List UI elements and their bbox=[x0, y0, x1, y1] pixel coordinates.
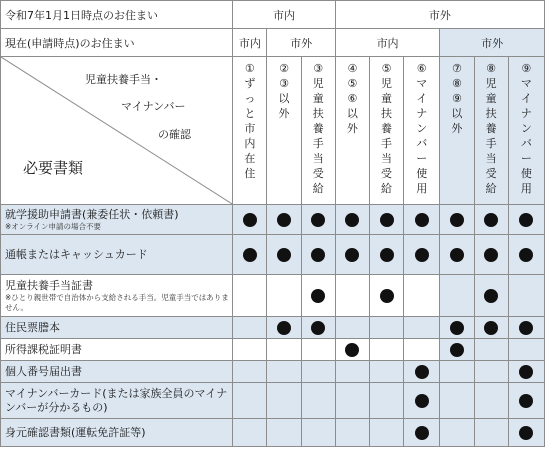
required-mark-icon bbox=[345, 248, 359, 262]
column-header-9: ⑨マイナンバー使用 bbox=[508, 57, 544, 205]
diagonal-text-1: 児童扶養手当・ bbox=[85, 73, 162, 86]
header-row-columns bbox=[1, 57, 545, 205]
required-mark-icon bbox=[380, 289, 394, 303]
jan1-residence-label: 令和7年1月1日時点のお住まい bbox=[1, 1, 233, 29]
requirement-cell bbox=[440, 205, 474, 235]
requirement-cell bbox=[508, 275, 544, 317]
requirement-cell bbox=[267, 275, 301, 317]
requirement-cell bbox=[301, 383, 335, 419]
document-label bbox=[1, 317, 233, 339]
required-mark-icon bbox=[519, 426, 533, 440]
requirement-cell bbox=[474, 317, 508, 339]
requirement-cell bbox=[267, 205, 301, 235]
requirement-cell bbox=[233, 317, 267, 339]
requirement-cell bbox=[301, 361, 335, 383]
document-rows bbox=[1, 205, 545, 447]
requirement-cell bbox=[404, 383, 440, 419]
requirement-cell bbox=[474, 275, 508, 317]
required-mark-icon bbox=[484, 213, 498, 227]
required-mark-icon bbox=[450, 343, 464, 357]
required-mark-icon bbox=[415, 365, 429, 379]
document-label bbox=[1, 205, 233, 235]
required-mark-icon bbox=[519, 394, 533, 408]
required-mark-icon bbox=[519, 248, 533, 262]
required-mark-icon bbox=[415, 213, 429, 227]
required-mark-icon bbox=[380, 213, 394, 227]
requirement-cell bbox=[440, 275, 474, 317]
required-mark-icon bbox=[415, 394, 429, 408]
requirement-cell bbox=[369, 235, 403, 275]
jan1-group-inside-city: 市内 bbox=[233, 1, 336, 29]
table-row bbox=[1, 339, 545, 361]
requirement-cell bbox=[508, 339, 544, 361]
document-label bbox=[1, 339, 233, 361]
requirement-cell bbox=[233, 339, 267, 361]
requirement-cell bbox=[474, 419, 508, 447]
requirement-cell bbox=[301, 339, 335, 361]
requirement-cell bbox=[369, 419, 403, 447]
requirement-cell bbox=[267, 235, 301, 275]
required-mark-icon bbox=[380, 248, 394, 262]
requirement-cell bbox=[301, 205, 335, 235]
column-header-7: ⑦⑧⑨以外 bbox=[440, 57, 474, 205]
column-header-5: ⑤児童扶養手当受給 bbox=[369, 57, 403, 205]
required-mark-icon bbox=[311, 321, 325, 335]
requirement-cell bbox=[301, 419, 335, 447]
requirement-cell bbox=[474, 205, 508, 235]
required-mark-icon bbox=[415, 426, 429, 440]
current-residence-label: 現在(申請時点)のお住まい bbox=[1, 29, 233, 57]
required-mark-icon bbox=[415, 248, 429, 262]
document-note: ※ひとり親世帯で自治体から支給される手当。児童手当ではありません。 bbox=[5, 292, 229, 312]
document-name: 個人番号届出書 bbox=[5, 364, 82, 378]
required-mark-icon bbox=[311, 289, 325, 303]
requirement-cell bbox=[267, 361, 301, 383]
current-group-inside-city-1: 市内 bbox=[233, 29, 267, 57]
document-name: 身元確認書類(運転免許証等) bbox=[5, 425, 146, 439]
requirement-cell bbox=[267, 419, 301, 447]
requirement-cell bbox=[335, 339, 369, 361]
required-mark-icon bbox=[345, 213, 359, 227]
requirement-cell bbox=[404, 339, 440, 361]
requirement-cell bbox=[267, 317, 301, 339]
requirement-cell bbox=[335, 361, 369, 383]
header-row-jan1-residence bbox=[1, 1, 545, 29]
document-name: 児童扶養手当証書 bbox=[5, 278, 93, 292]
requirement-cell bbox=[474, 383, 508, 419]
diagonal-text-3: の確認 bbox=[158, 128, 191, 141]
required-mark-icon bbox=[277, 321, 291, 335]
requirement-cell bbox=[404, 205, 440, 235]
requirement-cell bbox=[474, 339, 508, 361]
requirement-cell bbox=[369, 275, 403, 317]
requirement-cell bbox=[440, 361, 474, 383]
required-mark-icon bbox=[484, 321, 498, 335]
table-row bbox=[1, 317, 545, 339]
current-group-inside-city-2: 市内 bbox=[335, 29, 440, 57]
requirement-cell bbox=[404, 275, 440, 317]
required-mark-icon bbox=[243, 248, 257, 262]
table-row bbox=[1, 235, 545, 275]
document-label bbox=[1, 275, 233, 317]
required-mark-icon bbox=[311, 213, 325, 227]
requirement-cell bbox=[369, 383, 403, 419]
table-row bbox=[1, 275, 545, 317]
diagonal-text-2: マイナンバー bbox=[121, 100, 186, 113]
header-row-current-residence bbox=[1, 29, 545, 57]
document-name: 通帳またはキャッシュカード bbox=[5, 247, 148, 261]
requirement-cell bbox=[233, 205, 267, 235]
column-header-4: ④⑤⑥以外 bbox=[335, 57, 369, 205]
document-note: ※オンライン申請の場合不要 bbox=[5, 221, 102, 231]
requirement-cell bbox=[267, 383, 301, 419]
document-name: 住民票謄本 bbox=[5, 320, 60, 334]
requirement-cell bbox=[233, 275, 267, 317]
column-header-2: ②③以外 bbox=[267, 57, 301, 205]
requirement-cell bbox=[440, 339, 474, 361]
table-row bbox=[1, 361, 545, 383]
document-label bbox=[1, 361, 233, 383]
table-row bbox=[1, 383, 545, 419]
requirement-cell bbox=[440, 383, 474, 419]
required-mark-icon bbox=[345, 343, 359, 357]
document-name: 所得課税証明書 bbox=[5, 342, 82, 356]
requirement-cell bbox=[508, 317, 544, 339]
document-name: 就学援助申請書(兼委任状・依頼書) bbox=[5, 207, 179, 221]
required-mark-icon bbox=[519, 365, 533, 379]
requirement-cell bbox=[335, 383, 369, 419]
table-row bbox=[1, 419, 545, 447]
requirement-cell bbox=[335, 205, 369, 235]
requirement-cell bbox=[369, 205, 403, 235]
required-mark-icon bbox=[311, 248, 325, 262]
column-header-6: ⑥マイナンバー使用 bbox=[404, 57, 440, 205]
requirement-cell bbox=[508, 361, 544, 383]
requirement-cell bbox=[404, 361, 440, 383]
requirement-cell bbox=[404, 235, 440, 275]
requirement-cell bbox=[335, 275, 369, 317]
column-header-8: ⑧児童扶養手当受給 bbox=[474, 57, 508, 205]
requirement-cell bbox=[404, 419, 440, 447]
column-header-1: ①ずっと市内在住 bbox=[233, 57, 267, 205]
requirement-cell bbox=[335, 317, 369, 339]
required-mark-icon bbox=[277, 213, 291, 227]
required-mark-icon bbox=[450, 213, 464, 227]
requirement-cell bbox=[233, 419, 267, 447]
current-group-outside-city-2: 市外 bbox=[440, 29, 545, 57]
document-name: マイナンバーカード(または家族全員のマイナンバーが分かるもの) bbox=[5, 386, 228, 414]
required-mark-icon bbox=[519, 213, 533, 227]
requirement-cell bbox=[267, 339, 301, 361]
requirement-cell bbox=[369, 317, 403, 339]
requirement-cell bbox=[440, 235, 474, 275]
requirement-cell bbox=[440, 419, 474, 447]
diagonal-header-cell bbox=[1, 57, 233, 205]
document-label bbox=[1, 383, 233, 419]
current-group-outside-city-1: 市外 bbox=[267, 29, 335, 57]
requirement-cell bbox=[440, 317, 474, 339]
jan1-group-outside-city: 市外 bbox=[335, 1, 544, 29]
requirement-cell bbox=[233, 383, 267, 419]
requirement-cell bbox=[233, 361, 267, 383]
required-mark-icon bbox=[484, 248, 498, 262]
requirement-cell bbox=[404, 317, 440, 339]
document-label bbox=[1, 419, 233, 447]
required-mark-icon bbox=[243, 213, 257, 227]
required-mark-icon bbox=[450, 321, 464, 335]
required-mark-icon bbox=[450, 248, 464, 262]
required-mark-icon bbox=[519, 321, 533, 335]
table-row bbox=[1, 205, 545, 235]
diagonal-corner-label: 必要書類 bbox=[23, 159, 84, 177]
requirement-cell bbox=[301, 317, 335, 339]
column-header-3: ③児童扶養手当受給 bbox=[301, 57, 335, 205]
required-mark-icon bbox=[277, 248, 291, 262]
requirement-cell bbox=[369, 339, 403, 361]
requirement-cell bbox=[474, 361, 508, 383]
document-label bbox=[1, 235, 233, 275]
requirement-cell bbox=[508, 419, 544, 447]
requirement-cell bbox=[335, 235, 369, 275]
requirement-cell bbox=[233, 235, 267, 275]
requirement-cell bbox=[369, 361, 403, 383]
requirement-cell bbox=[508, 235, 544, 275]
requirement-cell bbox=[508, 383, 544, 419]
requirement-cell bbox=[474, 235, 508, 275]
requirement-cell bbox=[301, 235, 335, 275]
requirement-cell bbox=[335, 419, 369, 447]
requirement-cell bbox=[508, 205, 544, 235]
requirement-cell bbox=[301, 275, 335, 317]
required-mark-icon bbox=[484, 289, 498, 303]
